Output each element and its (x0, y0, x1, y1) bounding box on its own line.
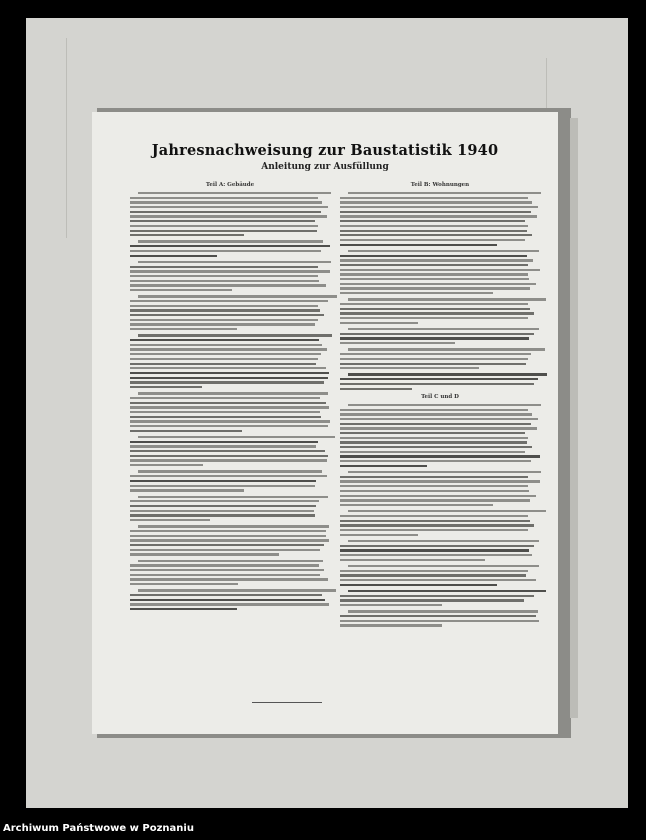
text-line (138, 192, 331, 194)
text-line (130, 475, 327, 477)
text-line (138, 496, 328, 498)
text-line (340, 269, 540, 271)
text-paragraph (130, 525, 330, 555)
text-line (130, 539, 329, 541)
text-paragraph (340, 590, 540, 606)
text-paragraph (340, 250, 540, 294)
text-line (130, 549, 320, 551)
text-line (130, 480, 316, 482)
text-paragraph (340, 510, 540, 536)
text-line (340, 574, 526, 576)
text-paragraph (340, 328, 540, 344)
text-line (340, 545, 534, 547)
text-line (340, 363, 526, 365)
text-line (130, 344, 322, 346)
text-paragraph (340, 298, 540, 324)
text-line (130, 230, 317, 232)
text-line (340, 620, 539, 622)
text-line (340, 504, 493, 506)
text-line (340, 225, 528, 227)
text-line (130, 450, 325, 452)
text-line (130, 314, 324, 316)
text-line (130, 305, 318, 307)
text-line (348, 298, 546, 300)
document-edge (570, 118, 578, 718)
text-line (340, 529, 528, 531)
text-paragraph (130, 470, 330, 491)
text-line (130, 323, 315, 325)
text-paragraph (130, 589, 330, 610)
right-column (340, 182, 540, 631)
text-line (348, 250, 539, 252)
text-line (138, 334, 332, 336)
text-line (130, 574, 320, 576)
text-line (130, 594, 322, 596)
text-line (130, 464, 203, 466)
text-line (340, 524, 534, 526)
text-line (130, 255, 217, 257)
text-line (138, 560, 323, 562)
text-line (340, 353, 531, 355)
text-line (340, 283, 536, 285)
text-line (348, 471, 541, 473)
text-line (130, 280, 319, 282)
text-line (138, 392, 328, 394)
text-line (340, 273, 528, 275)
text-line (130, 275, 318, 277)
text-paragraph (130, 496, 330, 522)
text-line (348, 348, 545, 350)
text-line (130, 420, 330, 422)
text-line (138, 589, 336, 591)
text-line (348, 192, 541, 194)
text-line (340, 599, 524, 601)
text-line (340, 615, 536, 617)
text-line (130, 505, 316, 507)
text-paragraph (340, 610, 540, 626)
text-line (340, 383, 534, 385)
text-paragraph (130, 295, 330, 330)
text-line (130, 319, 318, 321)
text-paragraph (340, 373, 540, 389)
page-title: Jahresnachweisung zur Baustatistik 1940 (151, 142, 499, 159)
text-line (340, 476, 528, 478)
part-a-heading: Teil A: Gebäude (205, 182, 255, 188)
text-paragraph (130, 392, 330, 432)
text-line (340, 230, 527, 232)
text-line (340, 427, 537, 429)
text-line (340, 409, 528, 411)
text-line (340, 234, 532, 236)
text-line (340, 432, 525, 434)
text-line (348, 328, 539, 330)
text-paragraph (130, 192, 330, 236)
text-line (340, 579, 536, 581)
text-line (340, 490, 529, 492)
text-line (130, 455, 328, 457)
text-line (130, 416, 321, 418)
text-line (340, 554, 532, 556)
text-line (130, 459, 327, 461)
text-line (340, 570, 528, 572)
text-line (130, 206, 328, 208)
text-line (130, 289, 232, 291)
text-line (340, 317, 528, 319)
text-line (340, 378, 538, 380)
text-line (340, 259, 533, 261)
text-line (340, 460, 531, 462)
text-line (340, 485, 528, 487)
footer-rule (252, 702, 322, 703)
text-line (130, 328, 237, 330)
text-line (130, 245, 330, 247)
text-line (130, 553, 279, 555)
text-line (138, 436, 335, 438)
text-line (130, 445, 316, 447)
text-line (130, 225, 318, 227)
text-line (340, 197, 528, 199)
text-line (130, 599, 325, 601)
text-line (130, 367, 326, 369)
text-line (130, 201, 322, 203)
page-subtitle: Anleitung zur Ausfüllung (261, 162, 389, 172)
text-line (130, 485, 315, 487)
text-line (340, 499, 530, 501)
text-line (340, 418, 538, 420)
text-line (130, 215, 327, 217)
text-paragraph (340, 540, 540, 561)
text-line (340, 495, 536, 497)
text-line (340, 584, 497, 586)
text-line (130, 270, 330, 272)
text-line (130, 583, 238, 585)
text-line (348, 510, 546, 512)
text-line (340, 287, 530, 289)
text-line (340, 206, 538, 208)
text-line (340, 292, 493, 294)
text-paragraph (130, 261, 330, 291)
text-line (340, 201, 532, 203)
left-column (130, 182, 330, 614)
text-line (130, 608, 237, 610)
text-line (340, 534, 418, 536)
text-line (138, 240, 323, 242)
text-line (130, 377, 328, 379)
text-line (340, 244, 497, 246)
text-line (340, 303, 528, 305)
text-paragraph (340, 565, 540, 586)
text-line (348, 404, 541, 406)
text-line (130, 489, 244, 491)
text-line (130, 406, 329, 408)
left-column-text (130, 192, 330, 610)
text-line (130, 309, 320, 311)
text-line (340, 358, 528, 360)
text-line (340, 520, 530, 522)
text-line (130, 544, 324, 546)
text-line (340, 441, 527, 443)
text-line (130, 441, 318, 443)
text-line (340, 239, 525, 241)
text-line (340, 465, 427, 467)
text-line (130, 411, 320, 413)
text-line (130, 510, 314, 512)
right-column-text-part-cd (340, 404, 540, 627)
text-line (340, 308, 530, 310)
text-line (130, 430, 242, 432)
text-line (130, 519, 210, 521)
text-line (130, 197, 318, 199)
text-line (130, 425, 328, 427)
text-paragraph (340, 192, 540, 246)
text-line (130, 603, 329, 605)
text-line (340, 624, 442, 626)
text-line (130, 578, 328, 580)
text-paragraph (340, 471, 540, 506)
text-line (130, 381, 324, 383)
text-line (138, 295, 337, 297)
text-line (340, 413, 532, 415)
text-line (340, 342, 455, 344)
text-line (340, 211, 531, 213)
text-line (130, 386, 202, 388)
text-paragraph (130, 560, 330, 586)
part-cd-heading: Teil C und D (421, 393, 459, 400)
text-line (130, 353, 321, 355)
text-line (340, 455, 540, 457)
text-line (130, 266, 318, 268)
text-line (348, 540, 539, 542)
text-line (130, 300, 328, 302)
text-line (340, 388, 412, 390)
archive-watermark: Archiwum Państwowe w Poznaniu (3, 823, 194, 834)
text-line (340, 423, 531, 425)
text-line (130, 250, 321, 252)
text-line (340, 333, 534, 335)
text-line (340, 515, 528, 517)
text-line (130, 402, 326, 404)
text-paragraph (340, 404, 540, 467)
text-line (130, 220, 315, 222)
right-column-text-part-b (340, 192, 540, 390)
text-line (130, 358, 318, 360)
text-line (130, 397, 320, 399)
text-paragraph (130, 334, 330, 388)
text-line (340, 322, 418, 324)
text-line (130, 348, 327, 350)
text-line (348, 565, 539, 567)
text-line (340, 549, 529, 551)
text-line (340, 480, 540, 482)
text-line (130, 284, 326, 286)
text-line (130, 564, 319, 566)
text-line (130, 211, 321, 213)
text-line (340, 278, 529, 280)
text-line (340, 559, 485, 561)
text-line (340, 604, 442, 606)
text-line (130, 535, 326, 537)
text-line (340, 264, 528, 266)
text-line (348, 590, 546, 592)
text-line (340, 367, 479, 369)
text-line (130, 363, 316, 365)
text-line (340, 337, 529, 339)
text-line (138, 470, 322, 472)
text-line (340, 220, 525, 222)
text-line (340, 446, 532, 448)
text-line (348, 610, 538, 612)
text-line (138, 261, 331, 263)
text-line (340, 312, 534, 314)
text-line (340, 451, 525, 453)
text-line (130, 339, 319, 341)
text-line (340, 437, 528, 439)
text-paragraph (130, 240, 330, 256)
text-line (340, 595, 534, 597)
text-line (130, 530, 326, 532)
text-line (130, 514, 315, 516)
text-line (138, 525, 329, 527)
text-paragraph (130, 436, 330, 466)
text-paragraph (340, 348, 540, 369)
text-line (130, 500, 319, 502)
text-line (340, 255, 527, 257)
text-line (130, 569, 324, 571)
part-b-heading: Teil B: Wohnungen (410, 182, 470, 188)
text-line (130, 234, 244, 236)
text-line (130, 372, 329, 374)
document-page (92, 112, 558, 734)
text-line (348, 373, 547, 375)
text-line (340, 215, 537, 217)
